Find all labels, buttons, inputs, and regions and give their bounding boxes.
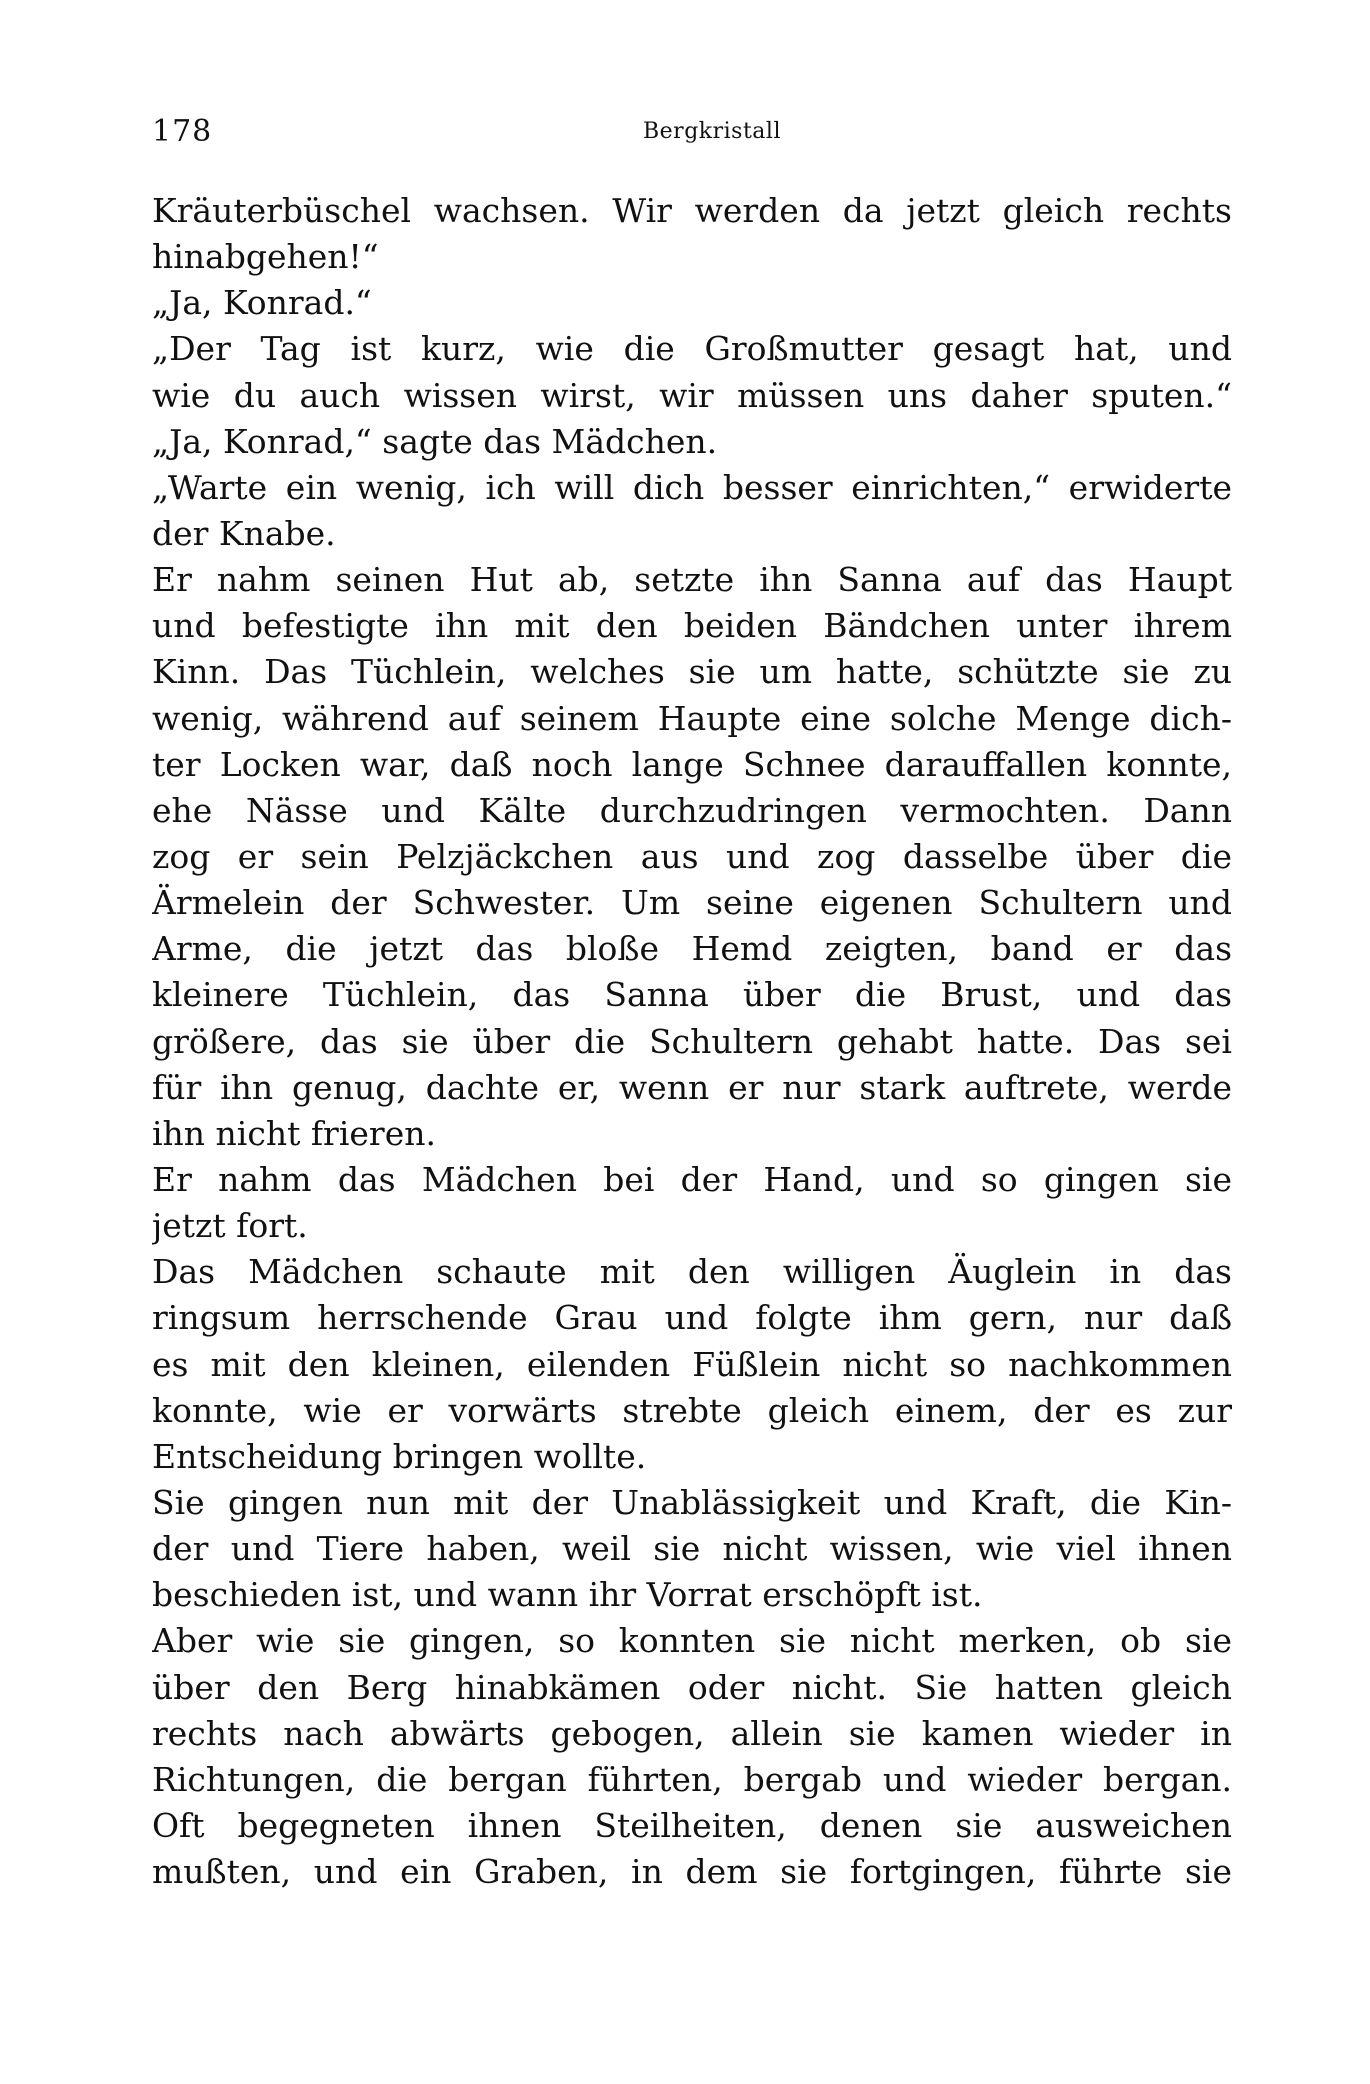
text-line: „Warte ein wenig, ich will dich besser einrichten,“ erwiderte [152, 467, 1232, 507]
text-line: größere, das sie über die Schultern gehabt hatte. Das sei [152, 1021, 1232, 1061]
text-line: „Der Tag ist kurz, wie die Großmutter gesagt hat, und [152, 329, 1232, 369]
text-line: jetzt fort. [152, 1206, 308, 1246]
text-line: und befestigte ihn mit den beiden Bändchen unter ihrem [152, 606, 1232, 646]
text-line: kleinere Tüchlein, das Sanna über die Brust, und das [152, 975, 1232, 1015]
text-line: Das Mädchen schaute mit den willigen Äuglein in das [152, 1252, 1232, 1292]
text-line: ihn nicht frieren. [152, 1113, 436, 1153]
text-line: wenig, während auf seinem Haupte eine solche Menge dich- [152, 698, 1232, 738]
text-line: Sie gingen nun mit der Unablässigkeit und Kraft, die Kin- [152, 1482, 1232, 1522]
text-line: Entscheidung bringen wollte. [152, 1436, 647, 1476]
text-line: Kinn. Das Tüchlein, welches sie um hatte, schützte sie zu [152, 652, 1232, 692]
page-number: 178 [152, 114, 213, 149]
text-line: Ärmelein der Schwester. Um seine eigenen Schultern und [152, 883, 1232, 923]
body-text [152, 188, 1232, 1895]
text-line: „Ja, Konrad.“ [152, 283, 372, 323]
text-line: Arme, die jetzt das bloße Hemd zeigten, band er das [152, 929, 1232, 969]
text-line: Er nahm das Mädchen bei der Hand, und so gingen sie [152, 1159, 1232, 1199]
text-line: der Knabe. [152, 513, 336, 553]
text-line: ehe Nässe und Kälte durchzudringen vermochten. Dann [152, 790, 1232, 830]
text-line: konnte, wie er vorwärts strebte gleich einem, der es zur [152, 1390, 1232, 1430]
text-line: „Ja, Konrad,“ sagte das Mädchen. [152, 421, 718, 461]
text-line: ringsum herrschende Grau und folgte ihm gern, nur daß [152, 1298, 1232, 1338]
text-line: rechts nach abwärts gebogen, allein sie kamen wieder in [152, 1713, 1232, 1753]
text-line: Kräuterbüschel wachsen. Wir werden da jetzt gleich rechts [152, 191, 1232, 230]
text-line: hinabgehen!“ [152, 237, 379, 277]
text-line: Er nahm seinen Hut ab, setzte ihn Sanna auf das Haupt [152, 560, 1232, 600]
text-line: zog er sein Pelzjäckchen aus und zog dasselbe über die [152, 836, 1232, 876]
text-line: beschieden ist, und wann ihr Vorrat erschöpft ist. [152, 1575, 983, 1615]
text-line: über den Berg hinabkämen oder nicht. Sie hatten gleich [152, 1667, 1232, 1707]
text-line: es mit den kleinen, eilenden Füßlein nicht so nachkommen [152, 1344, 1232, 1384]
text-line: Richtungen, die bergan führten, bergab und wieder bergan. [152, 1759, 1232, 1799]
running-head: Bergkristall [643, 119, 781, 144]
text-line: ter Locken war, daß noch lange Schnee darauffallen konnte, [152, 744, 1232, 784]
text-line: Aber wie sie gingen, so konnten sie nicht merken, ob sie [152, 1621, 1232, 1661]
text-line: Oft begegneten ihnen Steilheiten, denen sie ausweichen [152, 1805, 1232, 1845]
text-line: der und Tiere haben, weil sie nicht wissen, wie viel ihnen [152, 1529, 1232, 1569]
text-line: wie du auch wissen wirst, wir müssen uns daher sputen.“ [152, 375, 1232, 415]
text-line: für ihn genug, dachte er, wenn er nur stark auftrete, werde [152, 1067, 1232, 1107]
text-line: mußten, und ein Graben, in dem sie fortgingen, führte sie [152, 1852, 1232, 1892]
page-header [152, 112, 1232, 152]
